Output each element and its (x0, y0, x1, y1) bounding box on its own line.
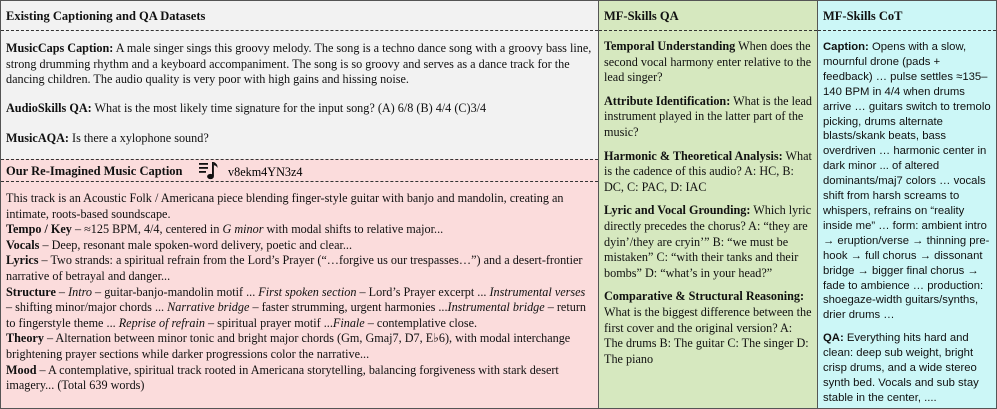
divider (1, 30, 598, 31)
reimagined-caption-panel (1, 159, 599, 408)
musicaqa (6, 131, 594, 147)
mf-skills-cot-title: MF-Skills CoT (823, 9, 903, 23)
musiccaps-text: A male singer sings this groovy melody. The song is a techno dance song with a groovy bass line, strong drumming rhythm and a keyboard accompaniment. The song is so groovy and serves as a dance track for the dancing children. The audio quality is very poor with high gains and hissing noise. (6, 41, 592, 87)
musiccaps-label: MusicCaps Caption: (6, 41, 114, 55)
theory-line: Theory – Alternation between minor tonic and bright major chords (Gm, Gmaj7, D7, E♭6), with modal interchange brightening prayer sections while darker progressions color the narrative... (6, 331, 571, 361)
cot-body (823, 40, 992, 406)
divider (818, 30, 996, 31)
existing-datasets-panel (1, 1, 599, 159)
divider (599, 30, 817, 31)
music-note-icon (198, 160, 220, 182)
reimagined-caption-title: Our Re-Imagined Music Caption (6, 164, 183, 178)
video-id: v8ekm4YN3z4 (228, 165, 303, 179)
qa-harmonic: Harmonic & Theoretical Analysis: What is the cadence of this audio? A: HC, B: DC, C: PAC, D: IAC (604, 148, 812, 194)
qa-lyric: Lyric and Vocal Grounding: Which lyric directly precedes the chorus? A: “they are dyin’/they are cryin’” B: “we must be mistaken” C: “with their tanks and their bombs” D: “what’s in your head?” (604, 203, 812, 280)
musicaqa-label: MusicAQA: (6, 131, 69, 145)
divider (1, 159, 598, 160)
musiccaps-caption (6, 41, 594, 88)
qa-comparative: Comparative & Structural Reasoning: What is the biggest difference between the first cover and the original version? A: The drums B: The guitar C: The singer D: The piano (604, 289, 812, 366)
mf-skills-qa-title: MF-Skills QA (604, 9, 679, 23)
lyrics-line: Lyrics – Two strands: a spiritual refrain from the Lord’s Prayer (“…forgive us our trespasses…”) and a desert-frontier narrative of betrayal and danger... (6, 253, 583, 283)
caption-intro: This track is an Acoustic Folk / Americana piece blending finger-style guitar with banjo and mandolin, creating an intimate, roots-based soundscape. (6, 191, 564, 221)
mf-skills-cot-panel (818, 1, 996, 408)
structure-line: Structure – Intro – guitar-banjo-mandolin motif ... First spoken section – Lord’s Prayer excerpt ... Instrumental verses – shifting minor/major chords ... Narrative bridge – faster strumming, urgent harmonies ...Instrumental bridge – return to fingerstyle theme ... Reprise of refrain – spiritual prayer motif ...Finale – contemplative close. (6, 284, 586, 330)
mf-skills-qa-panel (599, 1, 818, 408)
cot-caption: Caption: Opens with a slow, mournful drone (pads + feedback) … pulse settles ≈135–140 BPM in 4/4 when drums arrive … guitars switch to tremolo picking, drums alternate blasts/skank beats, bass overdriven … harmonic center in dark minor ... of altered dominants/maj7 colors … vocals shift from harsh screams to whispers, refrains on “reality inside me” … form: ambient intro → eruption/verse → thinning pre-hook → full chorus → dissonant bridge → bigger final chorus → fade to ambience … production: shoegaze-width guitars/synths, drier drums … (823, 41, 991, 322)
qa-list (604, 39, 813, 367)
audioskills-qa (6, 101, 594, 117)
tempo-key-line: Tempo / Key – ≈125 BPM, 4/4, centered in G minor with modal shifts to relative major... (6, 222, 444, 237)
audioskills-text: What is the most likely time signature for the input song? (A) 6/8 (B) 4/4 (C)3/4 (91, 101, 487, 115)
divider (1, 181, 598, 182)
qa-attribute: Attribute Identification: What is the lead instrument played in the latter part of the music? (604, 93, 812, 139)
existing-datasets-title: Existing Captioning and QA Datasets (6, 9, 206, 23)
mood-line: Mood – A contemplative, spiritual track rooted in Americana storytelling, balancing forgiveness with stark desert imagery... (Total 639 words) (6, 362, 559, 393)
qa-temporal: Temporal Understanding When does the second vocal harmony enter relative to the lead singer? (604, 39, 812, 85)
caption-body (6, 191, 594, 394)
audioskills-label: AudioSkills QA: (6, 101, 92, 115)
vocals-line: Vocals – Deep, resonant male spoken-word delivery, poetic and clear... (6, 237, 353, 252)
cot-qa: QA: Everything hits hard and clean: deep sub weight, bright crisp drums, and a wide stereo synth bed. Vocals and sub stay stable in the center, .... (823, 332, 979, 404)
musicaqa-text: Is there a xylophone sound? (68, 131, 209, 145)
